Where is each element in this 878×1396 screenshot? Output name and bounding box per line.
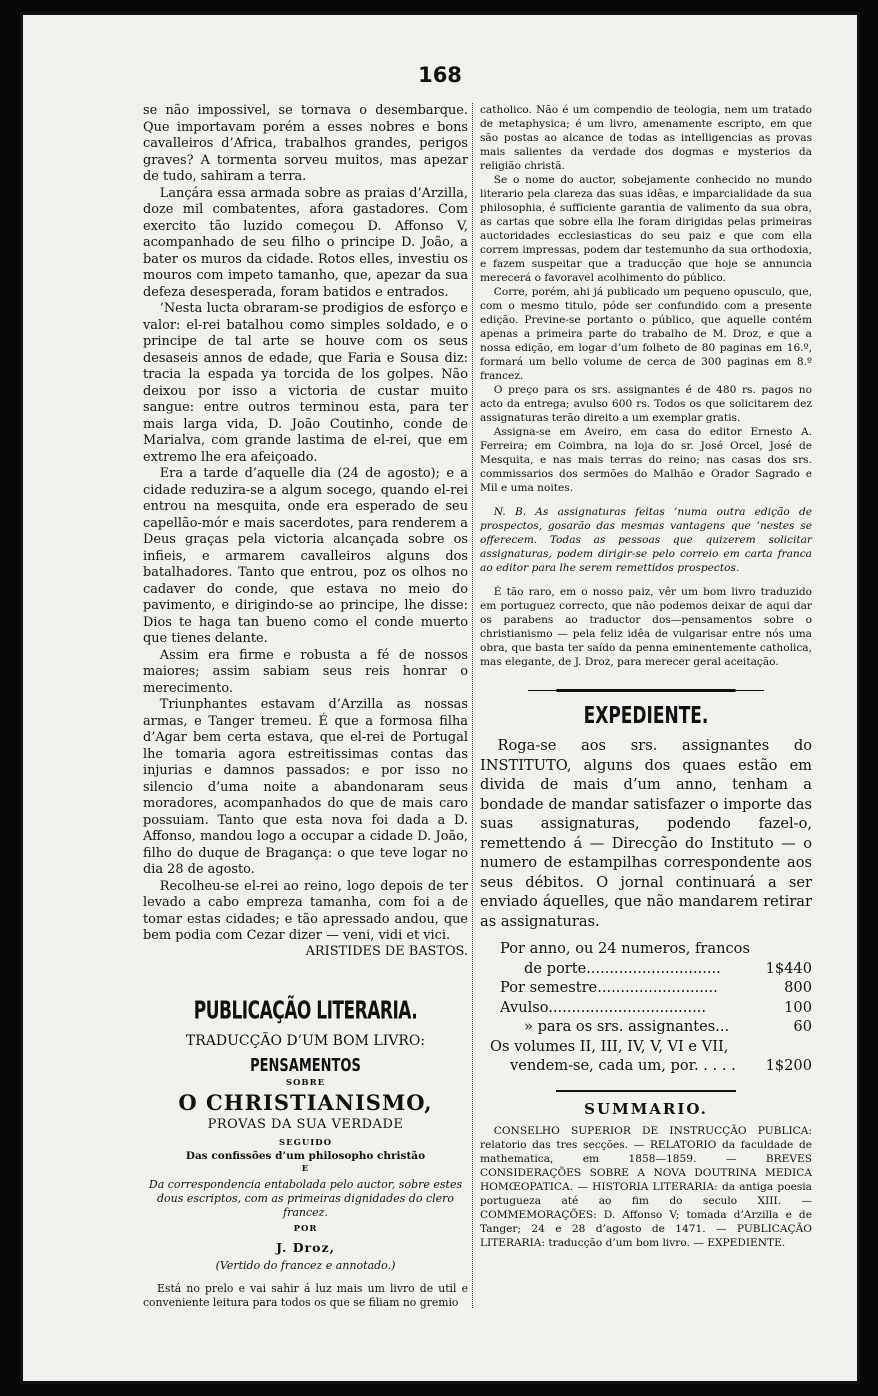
book-confissoes: Das confissões d’um philosopho christão (185, 1149, 426, 1162)
price-row (480, 1017, 812, 1037)
price-row (480, 978, 812, 998)
book-title-sobre: SOBRE (285, 1077, 326, 1088)
price-label: de porte............................. (524, 959, 721, 977)
section-rule (556, 689, 736, 692)
book-author: J. Droz, (276, 1239, 335, 1255)
book-title-provas: PROVAS DA SUA VERDADE (207, 1116, 404, 1132)
publicacao-heading: PUBLICAÇÃO LITERARIA. (193, 996, 418, 1025)
book-correspondencia: Da correspondencia entabolada pelo auctor, sobre estes dous escriptos, com as primeiras dignidades do clero francez. (148, 1177, 463, 1219)
expediente-heading: EXPEDIENTE. (583, 702, 709, 730)
page-number: 168 (418, 63, 462, 87)
price-row (480, 959, 812, 979)
section-rule (556, 1090, 736, 1092)
publicacao-paragraph: O preço para os srs. assignantes é de 480 rs. pagos no acto da entrega; avulso 600 rs. Todos os que solicitarem dez assignaturas terão direito a um exemplar gratis. (480, 384, 812, 424)
summario-text: CONSELHO SUPERIOR DE INSTRUCÇÃO PUBLICA: relatorio das tres secções. — RELATORIO da faculdade de mathematica, em 1858—1859. — BREVES CONSIDERAÇÕES SOBRE A NOVA DOUTRINA MEDICA HOMŒOPATICA. — HISTORIA LITERARIA: da antiga poesia portugueza até ao fim do seculo XIII. — COMMEMORAÇÕES: D. Affonso V; tomada d’Arzilla e de Tanger; 24 e 28 d’agosto de 1471. — PUBLICAÇÃO LITERARIA: traducção d’um bom livro. — EXPEDIENTE. (480, 1124, 812, 1249)
book-seguido: SEGUIDO (278, 1137, 333, 1148)
newspaper-page (20, 12, 860, 1384)
right-column (480, 103, 812, 1250)
article-author: ARISTIDES DE BASTOS. (305, 943, 468, 959)
article-paragraph: ’Nesta lucta obraram-se prodigios de esforço e valor: el-rei batalhou como simples soldado, e o principe de tal arte se houve com os seus desaseis annos de edade, que Faria e Sousa diz: tracia la espada ya torcida de los golpes. Não deixou por isso a victoria de custar muito sangue: entre outros terminou esta, para ter mais larga vida, D. João Coutinho, conde de Marialva, com grande lastima de el-rei, que em extremo lhe era afeiçoado. (143, 301, 468, 465)
publicacao-paragraph: Assigna-se em Aveiro, em casa do editor Ernesto A. Ferreira; em Coimbra, na loja do sr. José Orcel, José de Mesquita, e nas mais terras do reino; nas casas dos srs. commissarios dos sermões do Malhão e Orador Sagrado e Mil e uma noites. (480, 426, 812, 494)
book-vertido: (Vertido do francez e annotado.) (215, 1258, 396, 1272)
price-label: Por semestre.......................... (500, 979, 718, 996)
price-row (480, 939, 812, 959)
price-row (480, 1056, 812, 1076)
book-title-pensamentos: PENSAMENTOS (250, 1055, 361, 1077)
price-value: 60 (793, 1018, 812, 1035)
article-paragraph: Recolheu-se el-rei ao reino, logo depois de ter levado a cabo empreza tamanha, com foi a de tomar estas cidades; e tão apressado andou, que bem podia com Cezar dizer — veni, vidi et vici. (143, 878, 468, 943)
publicacao-paragraph: Se o nome do auctor, sobejamente conhecido no mundo literario pela clareza das suas idêas, e imparcialidade da sua philosophia, é sufficiente garantia de valimento da sua obra, as cartas que sobre ella lhe foram dirigidas pelas primeiras auctoridades ecclesiasticas do seu paiz e que com ella correm impressas, podem dar testemunho da sua orthodoxia, e fazem suspeitar que a traducção que hoje se annuncia merecerá o favoravel acolhimento do público. (480, 174, 812, 284)
nota-bene: N. B. As assignaturas feitas ’numa outra edição de prospectos, gosarão das mesmas vantagens que ’nestes se offerecem. Todas as pessoas que quizerem solicitar assignaturas, podem dirigir-se pelo correio em carta franca ao editor para lhe serem remettidos prospectos. (480, 506, 812, 574)
raro-paragraph: É tão raro, em o nosso paiz, vêr um bom livro traduzido em portuguez correcto, que não podemos deixar de aqui dar os parabens ao traductor dos—pensamentos sobre o christianismo — pela feliz idêa de vulgarisar entre nós uma obra, que basta ter saído da penna eminentemente catholica, mas elegante, de J. Droz, para merecer geral aceitação. (480, 586, 812, 668)
publicacao-subtitle: TRADUCÇÃO D’UM BOM LIVRO: (185, 1032, 426, 1049)
book-por: POR (293, 1223, 318, 1234)
price-label: » para os srs. assignantes... (524, 1018, 730, 1035)
left-column (143, 103, 468, 1310)
price-label: vendem-se, cada um, por. . . . . (510, 1057, 736, 1074)
price-value: 100 (784, 998, 812, 1016)
article-paragraph: Era a tarde d’aquelle dia (24 de agosto); e a cidade reduzira-se a algum socego, quando el-rei entrou na mesquita, onde era esperado de seu capellão-mór e mais sacerdotes, para renderem a Deus graças pela victoria alcançada sobre os infieis, e armarem cavalleiros alguns dos batalhadores. Tanto que entrou, poz os olhos no cadaver do conde, que estava no meio do pavimento, e dirigindo-se ao principe, lhe disse: Dios te haga tan bueno como el conde muerto que tienes delante. (143, 466, 468, 646)
price-row (480, 998, 812, 1018)
column-divider (472, 103, 473, 1308)
publicacao-closing: Está no prelo e vai sahir á luz mais um livro de util e conveniente leitura para todos os que se filiam no gremio (143, 1281, 468, 1309)
price-value: 1$200 (765, 1057, 812, 1074)
article-paragraph: Assim era firme e robusta a fé de nossos maiores; assim sabiam seus reis honrar o merecimento. (143, 647, 468, 696)
price-value: 800 (784, 979, 812, 996)
book-title-christianismo: O CHRISTIANISMO, (178, 1089, 433, 1115)
article-paragraph: Lançára essa armada sobre as praias d’Arzilla, doze mil combatentes, afora gastadores. Com exercito tão luzido começou D. Affonso V, acompanhado de seu filho o principe D. João, a bater os muros da cidade. Rotos elles, investiu os mouros com impeto tamanho, que, apezar da sua defeza desesperada, foram batidos e entrados. (143, 185, 468, 300)
price-label: Por anno, ou 24 numeros, francos (500, 940, 750, 957)
article-paragraph: Triunphantes estavam d’Arzilla as nossas armas, e Tanger tremeu. É que a formosa filha d’Agar bem certa estava, que el-rei de Portugal lhe tomaria agora estreitissimas contas das injurias e damnos passados: e por isso no silencio d’uma noite a abandonaram seus moradores, acompanhados do que de mais caro possuiam. Tanto que esta nova foi dada a D. Affonso, mandou logo a occupar a cidade D. João, filho do duque de Bragança: o que teve logar no dia 28 de agosto. (143, 697, 468, 877)
summario-heading: SUMMARIO. (584, 1099, 708, 1118)
price-label: Os volumes II, III, IV, V, VI e VII, (490, 1037, 729, 1055)
price-value: 1$440 (765, 959, 812, 977)
article-paragraph: se não impossivel, se tornava o desembarque. Que importavam porém a esses nobres e bons cavalleiros d’Africa, trabalhos grandes, perigos graves? A tormenta sorveu muitos, mas apezar de tudo, sahiram a terra. (143, 103, 468, 184)
price-label: Avulso.................................. (500, 998, 707, 1016)
price-list (480, 939, 812, 1076)
publicacao-paragraph: catholico. Não é um compendio de teologia, nem um tratado de metaphysica; é um livro, amenamente escripto, em que são postas ao alcance de todas as intelligencias as provas mais salientes da verdade dos dogmas e mysterios da religião christã. (480, 104, 812, 172)
publicacao-paragraph: Corre, porém, ahi já publicado um pequeno opusculo, que, com o mesmo titulo, póde ser confundido com a presente edição. Previne-se portanto o público, que aquelle contém apenas a primeira parte do trabalho de M. Droz, e que a nossa edição, em logar d’um folheto de 80 paginas em 16.º, formará um bello volume de cerca de 300 paginas em 8.º francez. (480, 286, 812, 382)
book-e: E (301, 1163, 310, 1174)
expediente-text: Roga-se aos srs. assignantes do INSTITUTO, alguns dos quaes estão em divida de mais d’um anno, tenham a bondade de mandar satisfazer o importe das suas assignaturas, podendo fazel-o, remettendo á — Direcção do Instituto — o numero de estampilhas correspondente aos seus débitos. O jornal continuará a ser enviado áquelles, que não mandarem retirar as assignaturas. (480, 737, 812, 930)
price-row (480, 1037, 812, 1057)
